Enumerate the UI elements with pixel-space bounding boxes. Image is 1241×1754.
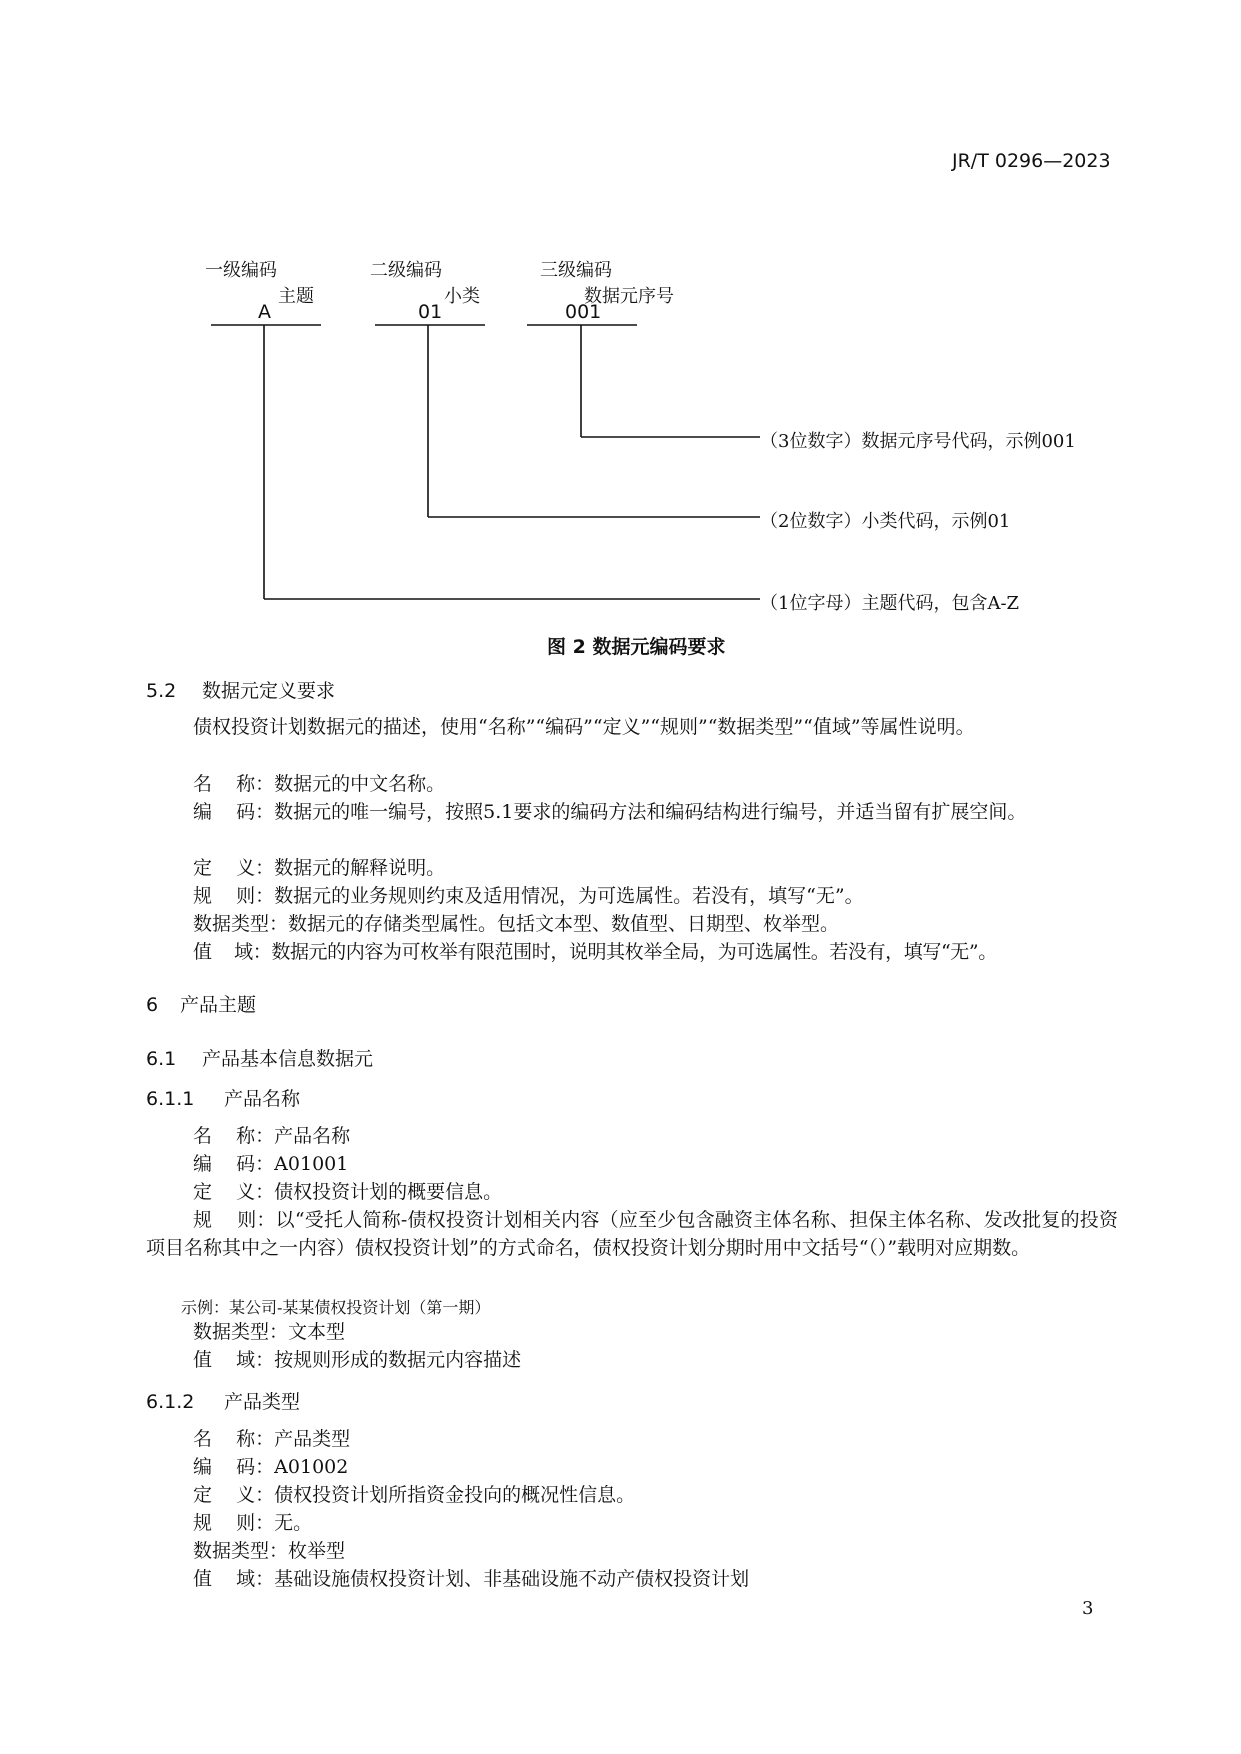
attr-definition [193,854,445,882]
section-6-1-2-heading [146,1387,300,1414]
page-number: 3 [1082,1598,1094,1619]
section-number: 6.1.1 [146,1088,195,1110]
section-number: 6.1 [146,1048,177,1070]
attr-value: 无。 [274,1512,313,1534]
attr-key: 名 称： [193,1428,275,1450]
attr-code [193,1453,348,1481]
level3-description: （3位数字）数据元序号代码，示例001 [760,431,1076,452]
level3-sub: 数据元序号 [584,286,674,307]
section-6-1-heading [146,1044,373,1071]
attr-key: 名 称： [193,1125,275,1147]
attr-definition [193,1481,635,1509]
section-6-heading [146,990,256,1017]
attr-rule [193,882,864,910]
section-number: 6.1.2 [146,1391,195,1413]
attr-value: 以“受托人简称-债权投资计划相关内容（应至少包含融资主体名称、担保主体名称、发改批复的投资项目名称其中之一内容）债权投资计划”的方式命名，债权投资计划分期时用中文括号“（）”载明对应期数。 [146,1209,1118,1259]
attr-value: A01002 [274,1456,349,1478]
attr-value-range [193,938,997,966]
attr-key: 值 域： [193,1568,275,1590]
example-label: 示例： [181,1298,230,1317]
attr-value-range [193,1346,521,1374]
level1-code: A [258,301,271,323]
attr-value-range [193,1565,749,1593]
attr-value: 枚举型 [288,1540,346,1562]
section-title: 数据元定义要求 [202,680,336,702]
example-note [181,1295,490,1318]
section-number: 6 [146,994,159,1016]
attr-value: 数据元的唯一编号，按照5.1要求的编码方法和编码结构进行编号，并适当留有扩展空间。 [274,801,1027,823]
attr-name [193,1122,350,1150]
attr-value: 数据元的解释说明。 [274,857,446,879]
level2-description: （2位数字）小类代码，示例01 [760,511,1011,532]
attr-value: 产品名称 [274,1125,351,1147]
attr-code [146,798,1118,826]
attr-data-type [193,1318,345,1346]
attr-value: 基础设施债权投资计划、非基础设施不动产债权投资计划 [274,1568,750,1590]
attr-data-type [193,910,839,938]
attr-key: 定 义： [193,857,275,879]
section-title: 产品类型 [224,1391,301,1413]
level1-description: （1位字母）主题代码，包含A-Z [760,593,1020,614]
attr-key: 编 码： [193,1153,275,1175]
attr-code [193,1150,348,1178]
attr-key: 规 则： [193,885,275,907]
attr-key: 数据类型： [193,1540,289,1562]
section-title: 产品主题 [180,994,257,1016]
attr-value: 数据元的内容为可枚举有限范围时，说明其枚举全局，为可选属性。若没有，填写“无”。 [271,941,997,963]
attr-key: 值 域： [193,941,272,963]
attr-key: 定 义： [193,1181,275,1203]
attr-key: 编 码： [193,1456,275,1478]
section-6-1-1-heading [146,1084,300,1111]
level3-label: 三级编码 [540,260,612,281]
attr-key: 数据类型： [193,1321,289,1343]
level2-code: 01 [418,301,443,323]
section-title: 产品基本信息数据元 [202,1048,374,1070]
attr-key: 规 则： [193,1209,276,1231]
level2-label: 二级编码 [370,260,442,281]
diagram-lines [0,0,1241,640]
attr-key: 值 域： [193,1349,275,1371]
attr-key: 规 则： [193,1512,275,1534]
attr-definition [193,1178,502,1206]
level3-code: 001 [565,301,602,323]
attr-value: A01001 [274,1153,349,1175]
attr-key: 名 称： [193,773,275,795]
attr-name [193,770,445,798]
section-5-2-intro: 债权投资计划数据元的描述，使用“名称”“编码”“定义”“规则”“数据类型”“值域”等属性说明。 [193,716,975,738]
standard-number: JR/T 0296—2023 [952,150,1111,172]
level1-sub: 主题 [278,286,314,307]
attr-value: 文本型 [288,1321,346,1343]
attr-value: 产品类型 [274,1428,351,1450]
section-number: 5.2 [146,680,177,702]
level2-sub: 小类 [444,286,480,307]
level1-label: 一级编码 [205,260,277,281]
attr-value: 数据元的业务规则约束及适用情况，为可选属性。若没有，填写“无”。 [274,885,864,907]
attr-value: 按规则形成的数据元内容描述 [274,1349,522,1371]
figure-caption: 图 2 数据元编码要求 [547,636,726,658]
attr-name [193,1425,350,1453]
attr-key: 数据类型： [193,913,289,935]
attr-key: 定 义： [193,1484,275,1506]
attr-data-type [193,1537,345,1565]
attr-rule [193,1509,312,1537]
attr-key: 编 码： [193,801,275,823]
attr-value: 数据元的中文名称。 [274,773,446,795]
section-title: 产品名称 [224,1088,301,1110]
attr-value: 债权投资计划所指资金投向的概况性信息。 [274,1484,636,1506]
attr-value: 债权投资计划的概要信息。 [274,1181,503,1203]
attr-value: 数据元的存储类型属性。包括文本型、数值型、日期型、枚举型。 [288,913,840,935]
example-value: 某公司-某某债权投资计划（第一期） [229,1298,491,1317]
section-5-2-heading [146,676,335,703]
attr-rule [146,1206,1118,1262]
